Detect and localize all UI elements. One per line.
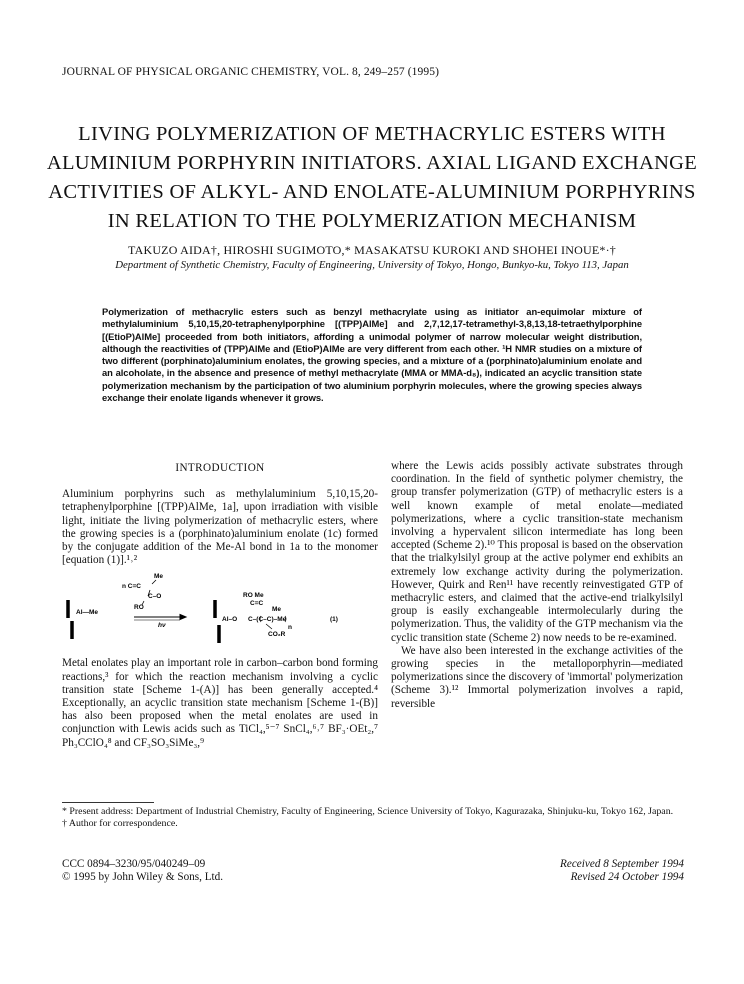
publication-info bbox=[62, 858, 223, 885]
scheme-label: Al–O bbox=[222, 616, 238, 624]
paragraph: Aluminium porphyrins such as methylaluminium 5,10,15,20-tetraphenylporphine [(TPP)AlMe, 1a], upon irradiation with visible light, initiate the living polymerization of methacrylic esters, where the growing species is a (porphinato)aluminium enolate (1c) formed by the conjugate addition of the Me-Al bond in 1a to the monomer [equation (1)].¹˒² bbox=[62, 488, 378, 567]
footnotes bbox=[62, 806, 684, 829]
scheme-label: RO bbox=[134, 604, 144, 612]
received-date: Received 8 September 1994 bbox=[560, 858, 684, 870]
scheme-label: n C=C bbox=[122, 583, 141, 591]
footnote: † Author for correspondence. bbox=[62, 817, 178, 829]
paragraph: where the Lewis acids possibly activate substrates through coordination. In the field of synthetic polymer chemistry, the group transfer polymerization (GTP) of methacrylic esters is a well known example of metal enolate—mediated polymerizations, where a cyclic transition-state mechanism involving a hypervalent silicon intermediate has long been accepted (Scheme 2).¹⁰ This proposal is based on the observation that the trialkylsilyl group at the active polymer end exhibits an extremely low exchange activity during the polymerization. However, Quirk and Ren¹¹ have recently reinvestigated GTP of methacrylic esters, and claimed that the active-end trialkylsilyl group is easily exchangeable intermolecularly during the polymerization. Thus, the validity of the GTP mechanism via the cyclic transition state (Scheme 2) now needs to be re-examined. bbox=[391, 460, 683, 644]
footnote: * Present address: Department of Industrial Chemistry, Faculty of Engineering, Science University of Tokyo, Kagurazaka, Shinjuku-ku, Tokyo 162, Japan. bbox=[62, 806, 674, 817]
scheme-label: C–(C–C)–Me bbox=[248, 616, 287, 624]
received-dates bbox=[560, 858, 684, 885]
scheme-label: RO Me bbox=[243, 592, 264, 600]
title-line: IN RELATION TO THE POLYMERIZATION MECHANISM bbox=[107, 210, 637, 232]
scheme-label: CO₂R bbox=[268, 631, 286, 639]
article-title bbox=[40, 120, 704, 236]
reaction-scheme bbox=[62, 569, 378, 653]
title-line: ACTIVITIES OF ALKYL- AND ENOLATE-ALUMINIUM PORPHYRINS bbox=[48, 181, 696, 203]
title-line: LIVING POLYMERIZATION OF METHACRYLIC ESTERS WITH bbox=[78, 123, 666, 145]
right-column bbox=[391, 460, 683, 711]
scheme-label: Me bbox=[154, 573, 164, 581]
left-column bbox=[62, 462, 378, 750]
scheme-label: n bbox=[288, 624, 292, 632]
revised-date: Revised 24 October 1994 bbox=[570, 871, 684, 884]
section-heading: INTRODUCTION bbox=[175, 462, 265, 474]
paragraph: We have also been interested in the exchange activities of the growing species in the metalloporphyrin—mediated polymerizations since the discovery of 'immortal' polymerization (Scheme 3).¹² Immortal polymerization involves a rapid, reversible bbox=[391, 644, 683, 710]
reaction-scheme-figure bbox=[62, 569, 378, 653]
scheme-label: C–O bbox=[148, 593, 162, 601]
scheme-label: Me bbox=[272, 606, 282, 614]
footnote-divider bbox=[62, 802, 154, 803]
scheme-label: (1) bbox=[330, 616, 338, 624]
scheme-label: C=C bbox=[250, 600, 264, 608]
journal-header: JOURNAL OF PHYSICAL ORGANIC CHEMISTRY, VOL. 8, 249–257 (1995) bbox=[62, 66, 440, 78]
scheme-label: Al—Me bbox=[76, 609, 99, 617]
ccc-code: CCC 0894–3230/95/040249–09 bbox=[62, 858, 206, 870]
scheme-label: hν bbox=[158, 622, 166, 630]
author-list: TAKUZO AIDA†, HIROSHI SUGIMOTO,* MASAKATSU KUROKI AND SHOHEI INOUE*·† bbox=[128, 243, 616, 257]
title-line: ALUMINIUM PORPHYRIN INITIATORS. AXIAL LIGAND EXCHANGE bbox=[46, 152, 698, 174]
paragraph: Metal enolates play an important role in carbon–carbon bond forming reactions,³ for which the reaction mechanism involving a cyclic transition state [Scheme 1-(A)] has been generally accepted.⁴ Exceptionally, an acyclic transition state mechanism [Scheme 1-(B)] has also been proposed when the metal enolates are used in conjunction with Lewis acids such as TiCl₄,⁵⁻⁷ SnCl₄,⁶˒⁷ BF₃·OEt₂,⁷ Ph₃CClO₄⁸ and CF₃SO₃SiMe₃,⁹ bbox=[62, 657, 378, 749]
copyright: © 1995 by John Wiley & Sons, Ltd. bbox=[62, 871, 224, 884]
affiliation: Department of Synthetic Chemistry, Faculty of Engineering, University of Tokyo, Hongo, Bunkyo-ku, Tokyo 113, Japan bbox=[115, 259, 629, 271]
abstract: Polymerization of methacrylic esters such as benzyl methacrylate using as initiator an-equimolar mixture of methylaluminium 5,10,15,20-tetraphenylporphine [(TPP)AlMe] and 2,7,12,17-tetramethyl-3,8,13,18-tetraethylporphine [(EtioP)AlMe] proceeded from both initiators, affording a unimodal polymer of narrow molecular weight distribution, although the reactivities of (TPP)AlMe and (EtioP)AlMe are very different from each other. ¹H NMR studies on a mixture of two different (porphinato)aluminium enolates, the growing species, and a mixture of a (porphinato)aluminium enolate and an alcoholate, in the absence and presence of methyl methacrylate (MMA or MMA-d₈), indicated an acyclic transition state polymerization mechanism by the participation of two aluminium porphyrin molecules, where the growing species always exchange their enolate ligands whenever it grows. bbox=[102, 306, 642, 404]
